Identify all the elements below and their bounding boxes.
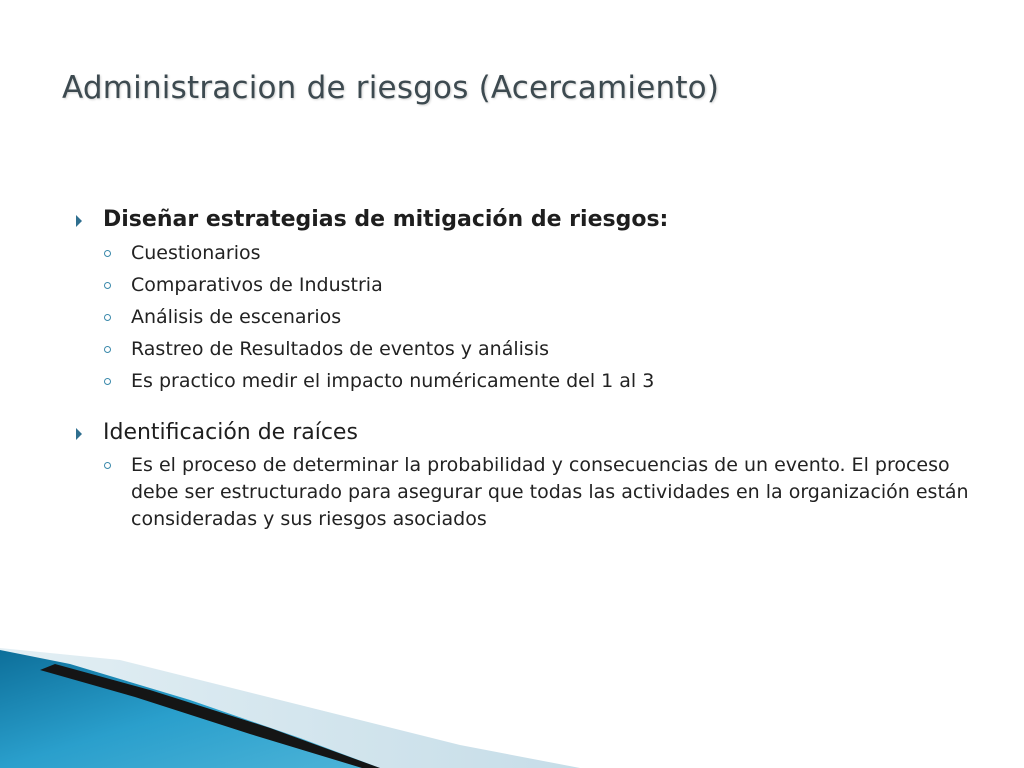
- sub-bullet-text: Rastreo de Resultados de eventos y análisis: [131, 338, 549, 360]
- sub-bullet-list: [76, 237, 976, 397]
- slide-content: [76, 203, 976, 533]
- sub-bullet-text: Análisis de escenarios: [131, 306, 342, 328]
- sub-bullet-text: Es el proceso de determinar la probabilidad y consecuencias de un evento. El proceso debe ser estructurado para asegurar que todas las actividades en la organización están consideradas y sus riesgos asociados: [131, 454, 969, 530]
- ring-bullet-icon: [104, 462, 111, 469]
- arrow-bullet-icon: [76, 215, 82, 227]
- dark-wave-stripe: [40, 664, 380, 768]
- bullet-heading: [76, 416, 976, 450]
- sub-bullet-item: [76, 301, 976, 333]
- ring-bullet-icon: [104, 346, 111, 353]
- section-root-identification: [76, 416, 976, 533]
- sub-bullet-text: Comparativos de Industria: [131, 274, 383, 296]
- arrow-bullet-icon: [76, 428, 82, 440]
- bullet-heading: [76, 203, 976, 237]
- sub-bullet-text: Cuestionarios: [131, 242, 261, 264]
- slide-title: Administracion de riesgos (Acercamiento): [62, 70, 720, 106]
- sub-bullet-item: [76, 450, 991, 533]
- ring-bullet-icon: [104, 378, 111, 385]
- ring-bullet-icon: [104, 282, 111, 289]
- sub-bullet-text: Es practico medir el impacto numéricamente del 1 al 3: [131, 370, 655, 392]
- sub-bullet-item: [76, 237, 976, 269]
- sub-bullet-item: [76, 365, 976, 397]
- sub-bullet-item: [76, 269, 976, 301]
- sub-bullet-list: [76, 450, 976, 533]
- bullet-heading-text: Identificación de raíces: [103, 420, 358, 445]
- light-wave-band: [0, 648, 580, 768]
- bullet-heading-text: Diseñar estrategias de mitigación de riesgos:: [103, 207, 669, 232]
- sub-bullet-item: [76, 333, 976, 365]
- ring-bullet-icon: [104, 250, 111, 257]
- ring-bullet-icon: [104, 314, 111, 321]
- blue-wave-band: [0, 650, 380, 768]
- section-mitigation-strategies: [76, 203, 976, 397]
